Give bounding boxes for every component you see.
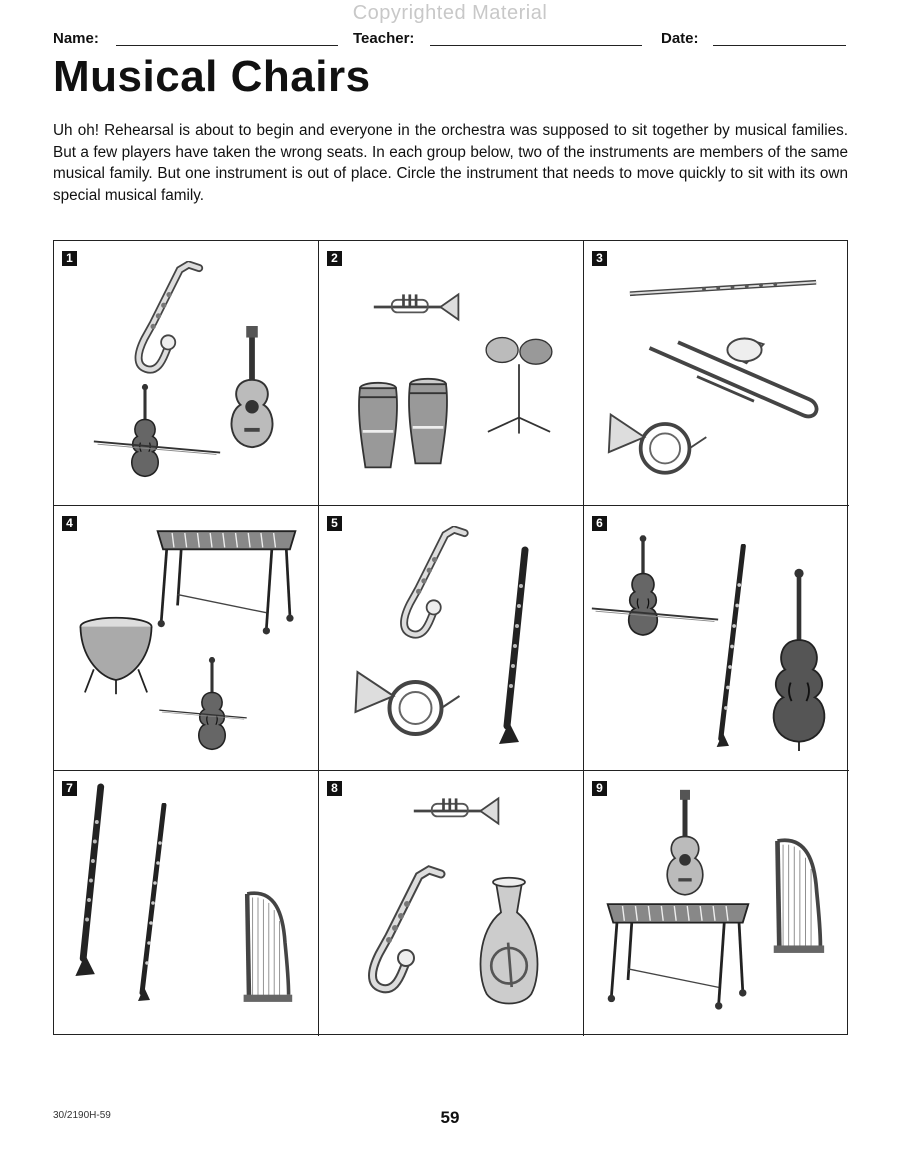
- group-number: 3: [592, 251, 607, 266]
- name-label: Name:: [53, 30, 99, 47]
- group-2: [319, 241, 584, 506]
- saxophone-icon[interactable]: [92, 261, 232, 376]
- group-5: [319, 506, 584, 771]
- page-number: 59: [440, 1108, 460, 1127]
- double-bass-icon[interactable]: [764, 566, 834, 751]
- flute-icon[interactable]: [628, 263, 818, 313]
- group-number: 7: [62, 781, 77, 796]
- page-title: Musical Chairs: [53, 52, 371, 101]
- clarinet-icon[interactable]: [491, 546, 537, 746]
- bow-icon: [92, 437, 222, 457]
- saxophone-icon[interactable]: [355, 526, 500, 641]
- group-8: [319, 771, 584, 1036]
- teacher-blank[interactable]: [430, 45, 642, 46]
- conga-drum-left-icon[interactable]: [355, 381, 401, 471]
- timpani-icon[interactable]: [76, 616, 156, 696]
- group-number: 2: [327, 251, 342, 266]
- tuba-icon[interactable]: [469, 871, 549, 1016]
- xylophone-icon[interactable]: [604, 891, 752, 1019]
- oboe-icon[interactable]: [126, 803, 176, 1003]
- saxophone-icon[interactable]: [349, 861, 449, 1001]
- group-6: [584, 506, 849, 771]
- bow-icon: [590, 604, 720, 624]
- conga-drum-right-icon[interactable]: [405, 377, 451, 467]
- trumpet-icon[interactable]: [407, 793, 507, 829]
- instrument-grid: [53, 240, 848, 1035]
- harp-icon[interactable]: [240, 883, 294, 1011]
- french-horn-icon[interactable]: [606, 409, 711, 484]
- group-4: [54, 506, 319, 771]
- french-horn-icon[interactable]: [351, 666, 466, 746]
- guitar-icon[interactable]: [212, 326, 292, 451]
- group-3: [584, 241, 849, 506]
- harp-icon[interactable]: [770, 831, 826, 961]
- date-label: Date:: [661, 30, 699, 47]
- xylophone-icon[interactable]: [154, 521, 299, 641]
- date-blank[interactable]: [713, 45, 846, 46]
- group-1: [54, 241, 319, 506]
- guitar-icon[interactable]: [660, 789, 710, 899]
- group-number: 1: [62, 251, 77, 266]
- group-7: [54, 771, 319, 1036]
- violin-icon[interactable]: [114, 381, 176, 481]
- group-9: [584, 771, 849, 1036]
- group-number: 9: [592, 781, 607, 796]
- group-number: 4: [62, 516, 77, 531]
- cymbals-icon[interactable]: [479, 317, 559, 447]
- oboe-icon[interactable]: [708, 544, 752, 749]
- footer-code: 30/2190H-59: [53, 1110, 111, 1121]
- group-number: 5: [327, 516, 342, 531]
- copyright-watermark: Copyrighted Material: [352, 2, 548, 24]
- trumpet-icon[interactable]: [367, 289, 467, 325]
- clarinet-icon[interactable]: [68, 783, 112, 978]
- name-blank[interactable]: [116, 45, 338, 46]
- bow-icon: [158, 684, 248, 744]
- group-number: 6: [592, 516, 607, 531]
- group-number: 8: [327, 781, 342, 796]
- instructions: Uh oh! Rehearsal is about to begin and everyone in the orchestra was supposed to sit together by musical families. But a few players have taken the wrong seats. In each group below, two of the instruments are members of the same musical family. But one instrument is out of place. Circle the instrument that needs to move quickly to sit with its own special musical family.: [53, 122, 848, 204]
- teacher-label: Teacher:: [353, 30, 415, 47]
